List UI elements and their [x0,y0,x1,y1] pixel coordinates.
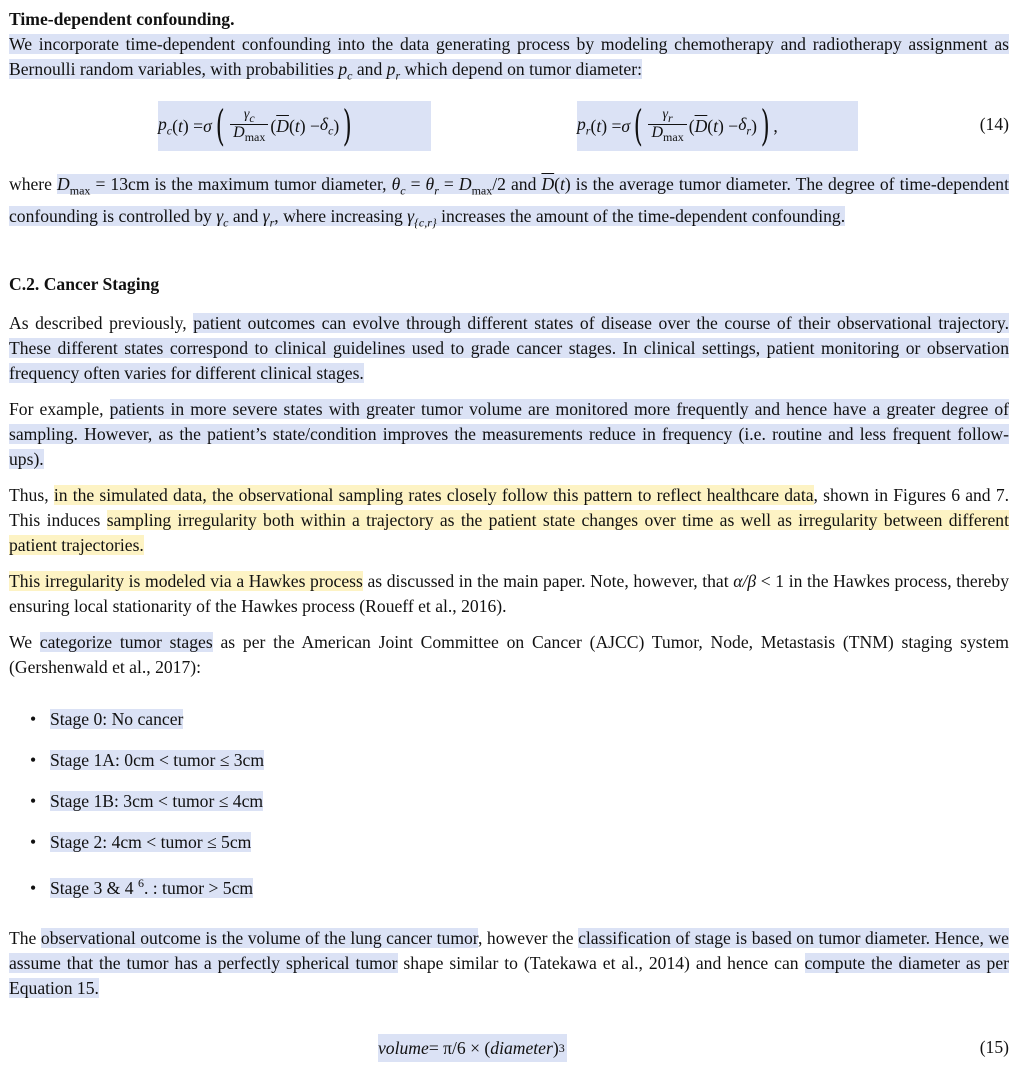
staging-paragraph-5: We categorize tumor stages as per the American Joint Committee on Cancer (AJCC) Tumor, Node, Metastasis (TNM) staging system (Gershenwald et al., 2017): [9,632,1009,677]
staging-paragraph-4: This irregularity is modeled via a Hawkes process as discussed in the main paper. Note, however, that α/β < 1 in the Hawkes process, thereby ensuring local stationarity of the Hawkes process (Roueff et al., 2016). [9,571,1009,616]
equation-pc: $p_c$ ( t ) = σ ( $\frac{\gamma_c}{D_{max}}$ ( $\overline{D}$ ( t ) − $\delta_c$ ) ) [158,101,431,151]
staging-paragraph-6: The observational outcome is the volume of the lung cancer tumor, however the classification of stage is based on tumor diameter. Hence, we assume that the tumor has a perfectly spherical tumor shape similar to (Tatekawa et al., 2014) and hence can compute the diameter as per Equation 15. [9,928,1009,998]
equation-number-14: (14) [979,114,1009,134]
staging-paragraph-3: Thus, in the simulated data, the observational sampling rates closely follow this pattern to reflect healthcare data, shown in Figures 6 and 7. This induces sampling irregularity both within a trajectory as the patient state changes over time as well as irregularity between different patient trajectories. [9,485,1010,555]
staging-paragraph-2: For example, patients in more severe states with greater tumor volume are monitored more frequently and hence have a greater degree of sampling. However, as the patient’s state/condition improves the measurements reduce in frequency (i.e. routine and less frequent follow-ups). [9,399,1010,469]
list-item: • Stage 0: No cancer [30,709,184,729]
list-item: • Stage 3 & 4 $^6$. : tumor > 5cm [30,876,254,898]
equation-number-15: (15) [979,1037,1009,1057]
list-item: • Stage 1B: 3cm < tumor ≤ 4cm [30,791,264,811]
section-title: C.2. Cancer Staging [9,274,160,294]
list-item: • Stage 2: 4cm < tumor ≤ 5cm [30,832,252,852]
stage-list [30,707,264,912]
equation-volume: volume = π/6 × ( diameter ) 3 [378,1034,567,1062]
confounding-where-paragraph: where $D_{max} = 13cm$ is the maximum tumor diameter, $\theta_c = \theta_r = D_{max}/2$ and $\overline{D}(t)$ is the average tumor diameter. The degree of time-dependent confounding is controlled by $\gamma_c$ and $\gamma_r$, where increasing $\gamma_{\{c,r\}}$ increases the amount of the time-dependent confounding. [9,174,1009,230]
staging-paragraph-1: As described previously, patient outcomes can evolve through different states of disease over the course of their observational trajectory. These different states correspond to clinical guidelines used to grade cancer stages. In clinical settings, patient monitoring or observation frequency often varies for different clinical stages. [9,313,1009,383]
list-item: • Stage 1A: 0cm < tumor ≤ 3cm [30,750,265,770]
confounding-intro-paragraph: We incorporate time-dependent confounding into the data generating process by modeling chemotherapy and radiotherapy assignment as Bernoulli random variables, with probabilities $p_c$ and $p_r$ which depend on tumor diameter: [9,34,1009,83]
equation-pr: $p_r$ ( t ) = σ ( $\frac{\gamma_r}{D_{max}}$ ( $\overline{D}$ ( t ) − $\delta_r$ ) ) , [577,101,858,151]
paragraph-heading: Time-dependent confounding. [9,9,235,29]
